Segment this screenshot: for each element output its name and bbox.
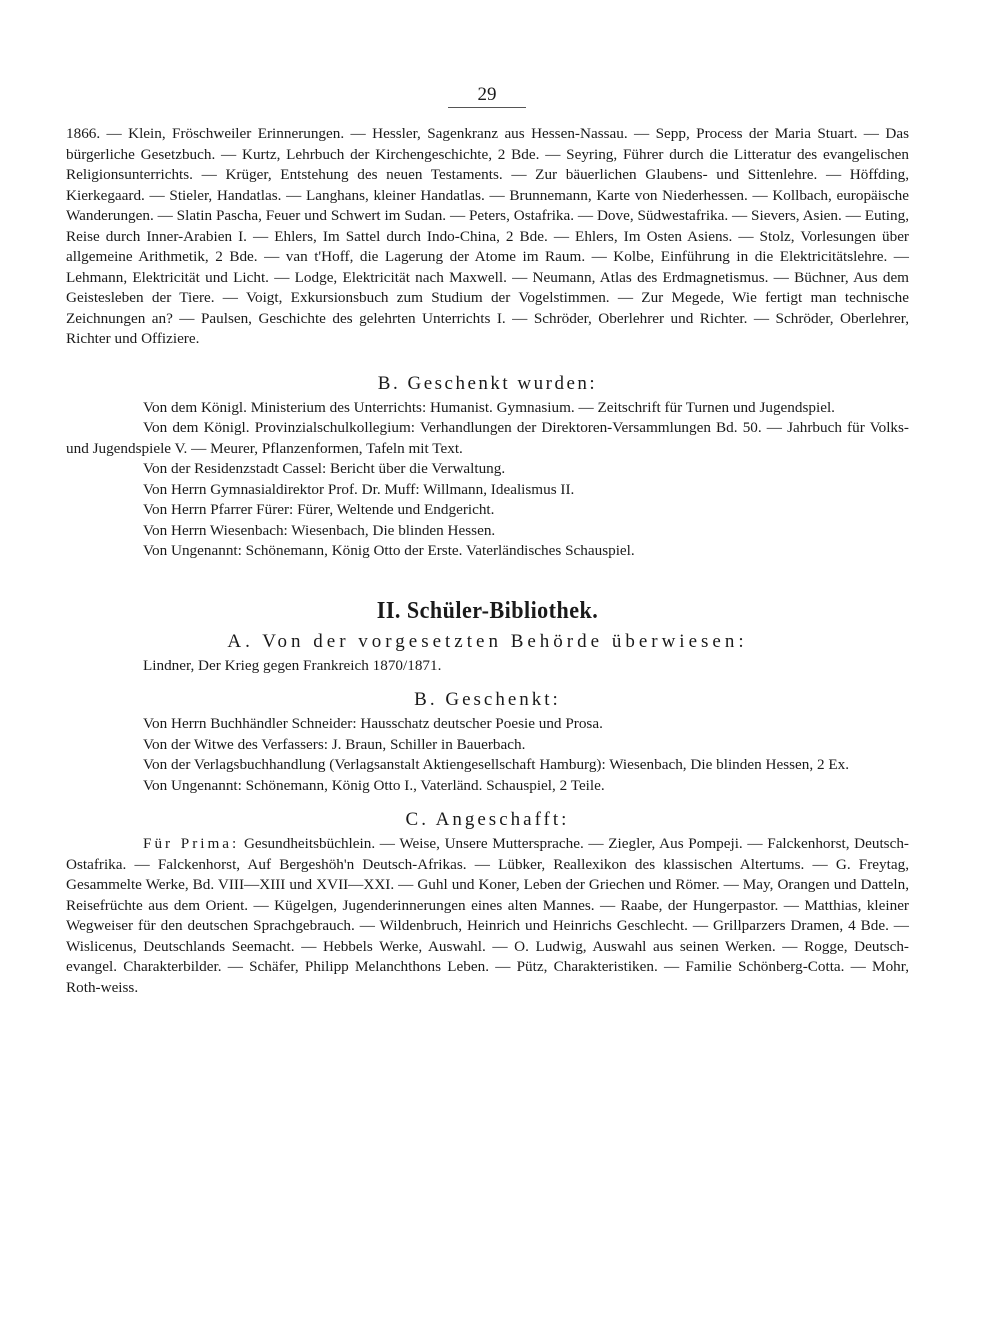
grade-label: Für Prima: — [143, 835, 240, 852]
intro-paragraph: 1866. — Klein, Fröschweiler Erinnerungen. — Hessler, Sagenkranz aus Hessen-Nassau. — Sepp, Process der Maria Stuart. — Das bürgerliche Gesetzbuch. — Kurtz, Lehrbuch der Kirchengeschichte, 2 Bde. — Seyring, Führer durch die Litteratur des evangelischen Religionsunterrichts. — Krüger, Entstehung des neuen Testaments. — Zur bäuerlichen Glaubens- und Sittenlehre. — Höffding, Kierkegaard. — Stieler, Handatlas. — Langhans, kleiner Handatlas. — Brunnemann, Karte von Niederhessen. — Kollbach, europäische Wanderungen. — Slatin Pascha, Feuer und Schwert im Sudan. — Peters, Ostafrika. — Dove, Südwestafrika. — Sievers, Asien. — Euting, Reise durch Inner-Arabien I. — Ehlers, Im Sattel durch Indo-China, 2 Bde. — Ehlers, Im Osten Asiens. — Stolz, Vorlesungen über allgemeine Arithmetik, 2 Bde. — van t'Hoff, die Lagerung der Atome im Raum. — Kolbe, Einführung in die Elektricitätslehre. — Lehmann, Elektricität und Licht. — Lodge, Elektricität nach Maxwell. — Neumann, Atlas des Erdmagnetismus. — Büchner, Aus dem Geistesleben der Tiere. — Voigt, Exkursionsbuch zum Studium der Vogelstimmen. — Zur Megede, Wie fertigt man technische Zeichnungen an? — Paulsen, Geschichte des gelehrten Unterrichts I. — Schröder, Oberlehrer und Richter. — Schröder, Oberlehrer, Richter und Offiziere. — [66, 125, 909, 347]
list-item: Von Herrn Wiesenbach: Wiesenbach, Die blinden Hessen. — [143, 521, 496, 539]
page-content — [66, 124, 909, 998]
list-item: Von Herrn Pfarrer Fürer: Fürer, Weltende und Endgericht. — [143, 501, 495, 518]
list-item: Von dem Königl. Provinzialschulkollegium: Verhandlungen der Direktoren-Versammlungen Bd. 50. — Jahrbuch für Volks- und Jugendspiele V. — Meurer, Pflanzenformen, Tafeln mit Text. — [66, 419, 909, 457]
page-number: 29 — [448, 84, 526, 108]
subsection-b-heading: B. Geschenkt: — [414, 689, 561, 710]
subsection-a-heading: A. Von der vorgesetzten Behörde überwiesen: — [227, 630, 748, 652]
list-item: Von Herrn Gymnasialdirektor Prof. Dr. Muff: Willmann, Idealismus II. — [143, 480, 575, 498]
purchased-text: Gesundheitsbüchlein. — Weise, Unsere Muttersprache. — Ziegler, Aus Pompeji. — Falckenhorst, Deutsch-Ostafrika. — Falckenhorst, Auf Bergeshöh'n Deutsch-Afrikas. — Lübker, Reallexikon des klassischen Altertums. — G. Freytag, Gesammelte Werke, Bd. VIII—XIII und XVII—XXI. — Guhl und Koner, Leben der Griechen und Römer. — May, Orangen und Datteln, Reisefrüchte aus dem Orient. — Kügelgen, Jugenderinnerungen eines alten Mannes. — Raabe, der Hungerpastor. — Matthias, kleiner Wegweiser für den deutschen Sprachgebrauch. — Wildenbruch, Heinrich und Heinrichs Geschlecht. — Grillparzers Dramen, 4 Bde. — Wislicenus, Deutschlands Seemacht. — Hebbels Werke, Auswahl. — O. Ludwig, Auswahl aus seinen Werken. — Rogge, Deutsch-evangel. Charakterbilder. — Schäfer, Philipp Melanchthons Leben. — Pütz, Charakteristiken. — Familie Schönberg-Cotta. — Mohr, Roth-weiss. — [66, 835, 909, 996]
list-item: Von Ungenannt: Schönemann, König Otto I., Vaterländ. Schauspiel, 2 Teile. — [143, 776, 605, 794]
list-item: Lindner, Der Krieg gegen Frankreich 1870/1871. — [143, 656, 442, 674]
section-b-heading: B. Geschenkt wurden: — [377, 372, 598, 394]
list-item: Von Herrn Buchhändler Schneider: Hausschatz deutscher Poesie und Prosa. — [143, 715, 603, 732]
list-item: Von der Verlagsbuchhandlung (Verlagsanstalt Aktiengesellschaft Hamburg): Wiesenbach, Die blinden Hessen, 2 Ex. — [143, 756, 849, 773]
list-item: Von dem Königl. Ministerium des Unterrichts: Humanist. Gymnasium. — Zeitschrift für Turnen und Jugendspiel. — [143, 398, 835, 416]
subsection-c-heading: C. Angeschafft: — [405, 809, 570, 830]
section-ii-heading: II. Schüler-Bibliothek. — [376, 597, 599, 624]
purchased-list — [66, 834, 909, 998]
list-item: Von Ungenannt: Schönemann, König Otto der Erste. Vaterländisches Schauspiel. — [143, 542, 635, 559]
list-item: Von der Residenzstadt Cassel: Bericht über die Verwaltung. — [143, 460, 506, 477]
list-item: Von der Witwe des Verfassers: J. Braun, Schiller in Bauerbach. — [143, 735, 526, 753]
